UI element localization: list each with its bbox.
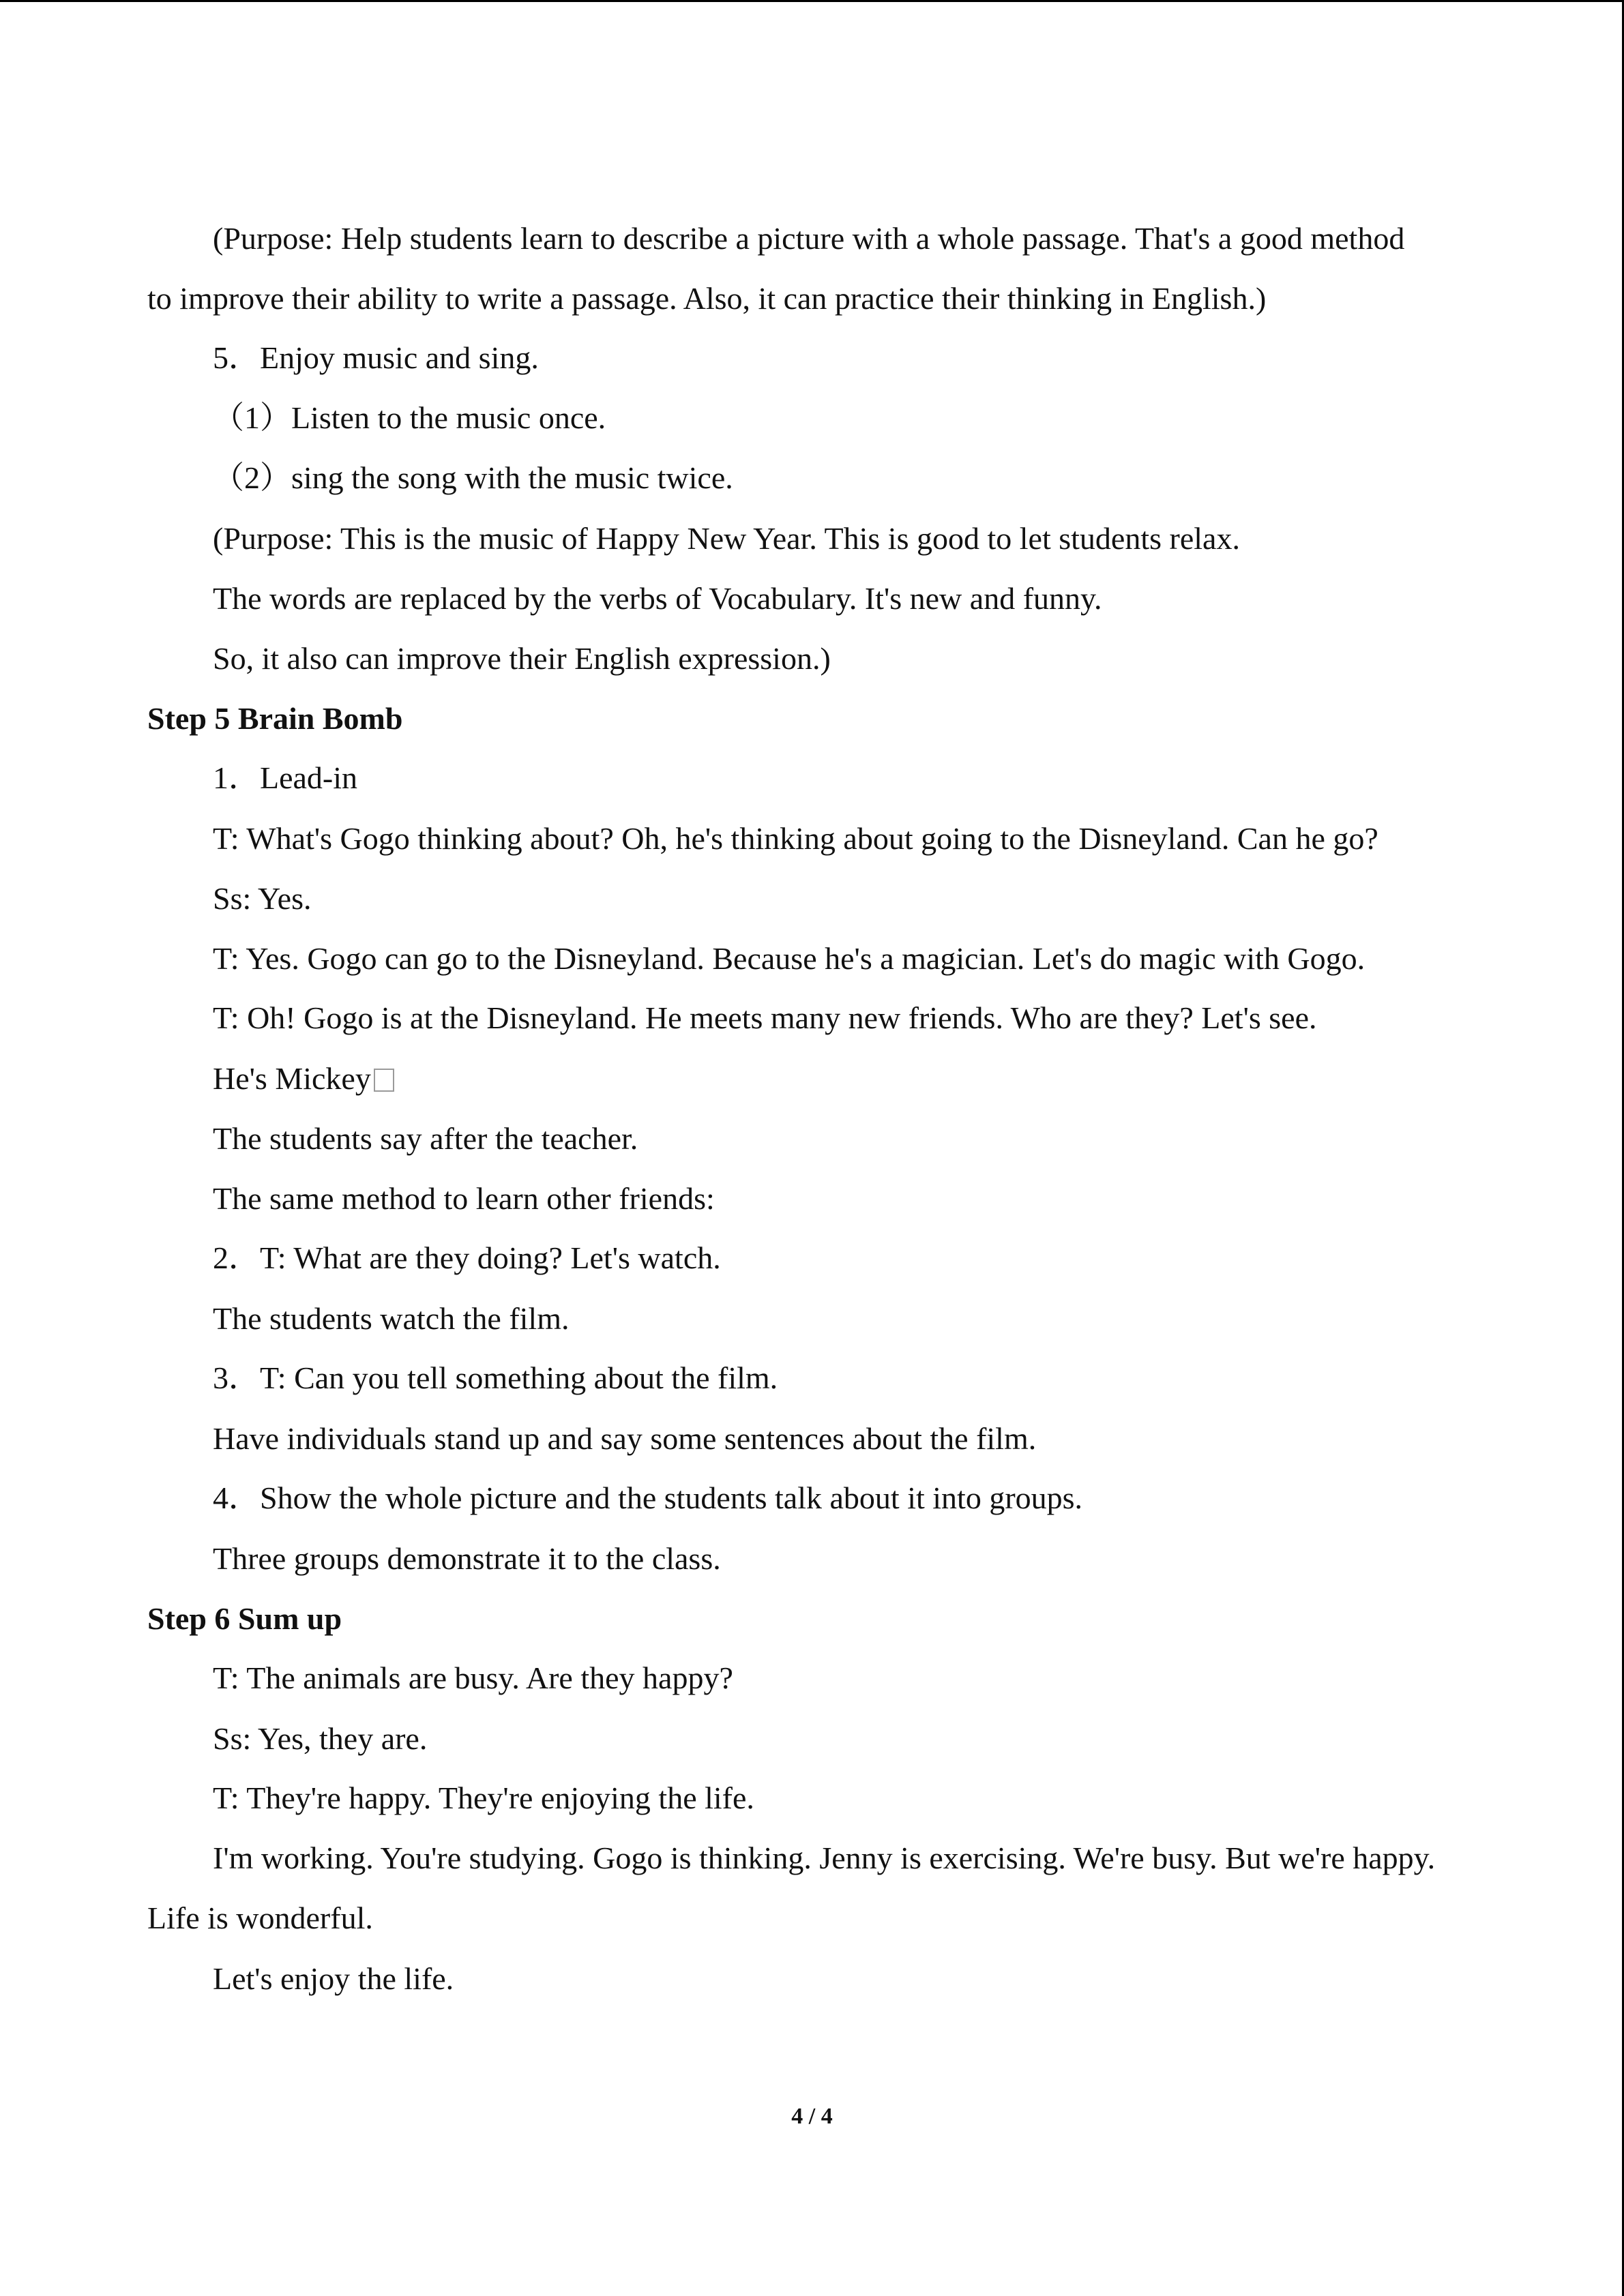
step-item-enjoy-music: 5．Enjoy music and sing. <box>213 340 539 375</box>
dialogue-line: T: Oh! Gogo is at the Disneyland. He meets many new friends. Who are they? Let's see. <box>213 1000 1317 1035</box>
purpose-music-line-2: The words are replaced by the verbs of Vocabulary. It's new and funny. <box>213 581 1102 616</box>
missing-glyph-box <box>374 1069 394 1092</box>
instruction-line: Have individuals stand up and say some sentences about the film. <box>213 1421 1037 1456</box>
step-5-item-lead-in: 1．Lead-in <box>213 760 358 795</box>
sub-item-sing: （2）sing the song with the music twice. <box>213 460 733 495</box>
dialogue-line: Ss: Yes, they are. <box>213 1721 428 1756</box>
dialogue-line: T: The animals are busy. Are they happy? <box>213 1660 733 1695</box>
dialogue-line: T: What's Gogo thinking about? Oh, he's thinking about going to the Disneyland. Can he go? <box>213 821 1378 856</box>
purpose-paragraph-line-1: (Purpose: Help students learn to describe a picture with a whole passage. That's a good method <box>213 221 1405 256</box>
step-5-item-tell: 3．T: Can you tell something about the film. <box>213 1360 778 1395</box>
step-5-heading: Step 5 Brain Bomb <box>147 701 403 736</box>
instruction-line: The same method to learn other friends: <box>213 1181 715 1216</box>
step-6-heading: Step 6 Sum up <box>147 1601 342 1636</box>
mickey-line-text: He's Mickey <box>213 1061 371 1096</box>
closing-line: Let's enjoy the life. <box>213 1961 454 1996</box>
instruction-line: The students say after the teacher. <box>213 1121 638 1156</box>
dialogue-line: T: They're happy. They're enjoying the life. <box>213 1780 754 1815</box>
step-5-item-watch: 2．T: What are they doing? Let's watch. <box>213 1240 721 1275</box>
purpose-music-line-3: So, it also can improve their English expression.) <box>213 641 831 676</box>
dialogue-line: Ss: Yes. <box>213 881 312 916</box>
purpose-paragraph-line-2: to improve their ability to write a passage. Also, it can practice their thinking in English.) <box>147 281 1267 316</box>
step-5-item-show: 4．Show the whole picture and the students talk about it into groups. <box>213 1480 1083 1515</box>
purpose-music-line-1: (Purpose: This is the music of Happy New Year. This is good to let students relax. <box>213 521 1240 556</box>
sub-item-listen: （1）Listen to the music once. <box>213 400 606 435</box>
instruction-line: The students watch the film. <box>213 1301 570 1336</box>
page-number: 4 / 4 <box>791 2104 833 2129</box>
summary-line-1: I'm working. You're studying. Gogo is thinking. Jenny is exercising. We're busy. But we're happy. <box>213 1840 1436 1875</box>
instruction-line: Three groups demonstrate it to the class. <box>213 1541 721 1576</box>
mickey-line <box>213 1063 394 1094</box>
summary-line-2: Life is wonderful. <box>147 1900 373 1935</box>
dialogue-line: T: Yes. Gogo can go to the Disneyland. Because he's a magician. Let's do magic with Gogo. <box>213 941 1365 976</box>
